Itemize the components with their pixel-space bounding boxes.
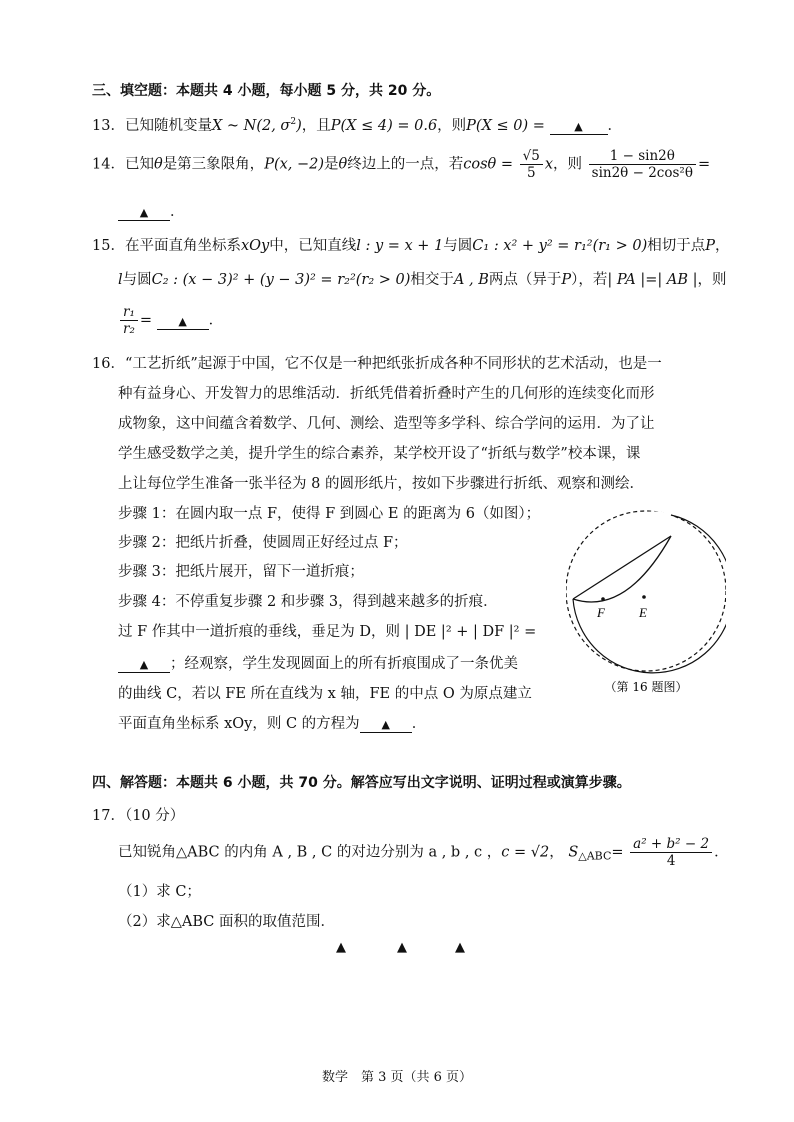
q14-eq: = [697,156,711,173]
circle-gap-mask [573,513,671,599]
q15-xoy: xOy [240,238,270,254]
q15-l2-a: 与圆 [122,272,152,288]
q16-line-5: 上让每位学生准备一张半径为 8 的圆形纸片，按如下步骤进行折纸、观察和测绘． [118,476,644,492]
answer-triangle-icon: ▲ [381,718,390,731]
q14-x: x [544,156,554,173]
question-15 [92,234,730,255]
q14-theta: θ [153,156,163,173]
q13-expr-b: ) [296,118,302,134]
q16-line-3: 成物象，这中间蕴含着数学、几何、测绘、造型等多学科、综合学问的运用．为了让 [118,416,655,432]
q14-text-c: 是 [324,156,339,173]
q17-fraction [630,836,712,869]
section-4-heading: 四、解答题：本题共 6 小题，共 70 分。解答应写出文字说明、证明过程或演算步骤。 [92,775,631,791]
q17-eq: = [611,844,624,861]
q15-line-eq: l : y = x + 1 [356,238,444,254]
q13-tail: ． [607,118,623,134]
q17-number: 17． [92,808,125,824]
q16-step-2: 步骤 2：把纸片折叠，使圆周正好经过点 F； [118,535,408,551]
circle-dashed-arc [566,511,726,671]
q16-question-d-line [118,712,426,733]
q17-part-1: （1）求 C； [118,884,201,900]
q15-l1-a: 在平面直角坐标系 [124,238,241,254]
q15-frac-den: r₂ [123,321,135,337]
q14-text-d: 终边上的一点，若 [347,156,464,173]
q15-circle-2: C₂ : (x − 3)² + (y − 3)² = r₂²(r₂ > 0) [151,272,411,288]
q14-cos: cosθ = [463,156,514,173]
q14-answer-line [118,200,185,221]
q13-text-b: ，且 [301,118,331,134]
question-14 [92,148,710,181]
q14-text: 已知 [124,156,154,173]
q14-number: 14． [92,156,125,173]
q15-cond: | PA |=| AB | [607,272,698,288]
q17-tail: ． [714,844,729,861]
q16-step-3: 步骤 3：把纸片展开，留下一道折痕； [118,564,364,580]
q15-answer-blank [157,314,209,330]
answer-triangle-icon: ▲ [397,940,407,955]
q14-tail: ． [170,204,185,220]
q16-tail: ． [411,716,427,732]
q17-c-value: c = √2 [501,844,550,861]
q17-frac-num: a² + b² − 2 [630,836,712,853]
q15-frac-num: r₁ [120,304,138,321]
q15-l2-c: 两点（异于 [488,272,562,288]
q16-question-b: ；经观察，学生发现圆面上的所有折痕围成了一条优美 [170,656,518,672]
q16-line-4: 学生感受数学之美，提升学生的综合素养，某学校开设了“折纸与数学”校本课，课 [118,446,641,462]
point-f [601,597,605,601]
q15-circle-1: C₁ : x² + y² = r₁²(r₁ > 0) [472,238,648,254]
q13-text: 已知随机变量 [124,118,212,134]
q15-eq: = [139,312,153,329]
page-footer: 数学 第 3 页（共 6 页） [321,1070,473,1085]
q16-question-a: 过 F 作其中一道折痕的垂线，垂足为 D，则 | DE |² + | DF |² = [118,624,537,640]
q14-text-b: 是第三象限角， [162,156,265,173]
q13-expr: X ~ N(2, σ [211,118,291,134]
q14-point: P(x, −2) [264,156,325,173]
q16-question-b-line [118,652,518,673]
q17-stem-text: 已知锐角△ABC 的内角 A , B , C 的对边分别为 a , b , c ， [118,844,502,861]
q13-cond: P(X ≤ 4) = 0.6 [330,118,438,134]
q15-fraction [120,304,138,337]
q15-l1-c: 与圆 [443,238,473,254]
q17-part-2: （2）求△ABC 面积的取值范围． [118,914,335,930]
answer-triangle-icon: ▲ [178,314,187,328]
q13-answer-blank [550,119,608,135]
q17-area-sub: △ABC [578,849,612,863]
q15-l1-d: 相切于点 [647,238,706,254]
q13-target: P(X ≤ 0) = [466,118,545,134]
q13-sup: 2 [290,117,297,127]
q16-line-2: 种有益身心、开发智力的思维活动．折纸凭借着折叠时产生的几何形的连续变化而形 [118,386,655,402]
answer-triangle-icon: ▲ [139,206,149,219]
answer-triangle-icon: ▲ [574,120,583,133]
q17-stem-b: ， [549,844,564,861]
q17-frac-den: 4 [666,853,676,869]
answer-triangle-icon: ▲ [139,658,149,671]
q16-figure [566,506,726,710]
q14-frac1-den: 5 [526,165,536,181]
q17-area-symbol: S [568,844,579,861]
q15-l2-d: ），若 [571,272,608,288]
q15-l: l [118,272,123,288]
q14-theta-2: θ [338,156,348,173]
q15-number: 15． [92,238,125,254]
q16-step-4: 步骤 4：不停重复步骤 2 和步骤 3，得到越来越多的折痕． [118,594,498,610]
q17-score: （10 分） [124,808,185,824]
q15-p-2: P [561,272,572,288]
q14-frac2-num: 1 − sin2θ [589,148,696,165]
section-3-heading: 三、填空题：本题共 4 小题，每小题 5 分，共 20 分。 [92,83,441,99]
q13-number: 13． [92,118,125,134]
q16-answer-blank-1 [118,657,170,673]
q15-l2-b: 相交于 [410,272,454,288]
q15-l1-b: 中，已知直线 [269,238,357,254]
q16-question-d: 平面直角坐标系 xOy，则 C 的方程为 [118,716,360,732]
q16-question-c: 的曲线 C，若以 FE 所在直线为 x 轴，FE 的中点 O 为原点建立 [118,686,532,702]
folded-circle-diagram [566,506,726,706]
point-e [642,595,646,599]
q15-tail: ． [208,312,224,329]
label-e: E [639,605,647,620]
q16-number: 16． [92,356,125,372]
q16-answer-blank-2 [360,717,412,733]
q14-fraction-2 [589,148,696,181]
answer-triangle-icon: ▲ [455,940,465,955]
q16-step-1: 步骤 1：在圆内取一点 F，使得 F 到圆心 E 的距离为 6（如图）； [118,506,541,522]
q16-line-1: “工艺折纸”起源于中国，它不仅是一种把纸张折成各种不同形状的艺术活动，也是一 [124,356,662,372]
question-17 [92,804,184,825]
q15-ab: A , B [453,272,489,288]
q14-frac1-num: √5 [520,148,543,165]
q14-fraction-1 [520,148,543,181]
q13-text-c: ，则 [437,118,467,134]
figure-caption: （第 16 题图） [604,680,688,694]
answer-triangle-icon: ▲ [336,940,346,955]
q15-p: P [705,238,716,254]
q14-answer-blank [118,205,170,221]
label-f: F [597,605,605,620]
q15-line-3 [118,304,223,337]
q15-l1-e: ， [715,238,730,254]
q15-line-2 [118,268,727,289]
q17-stem [118,836,729,869]
q15-l2-e: ，则 [697,272,727,288]
question-13 [92,114,622,135]
question-16 [92,352,662,373]
q14-frac2-den: sin2θ − 2cos²θ [591,165,693,181]
q14-text-e: ，则 [553,156,583,173]
